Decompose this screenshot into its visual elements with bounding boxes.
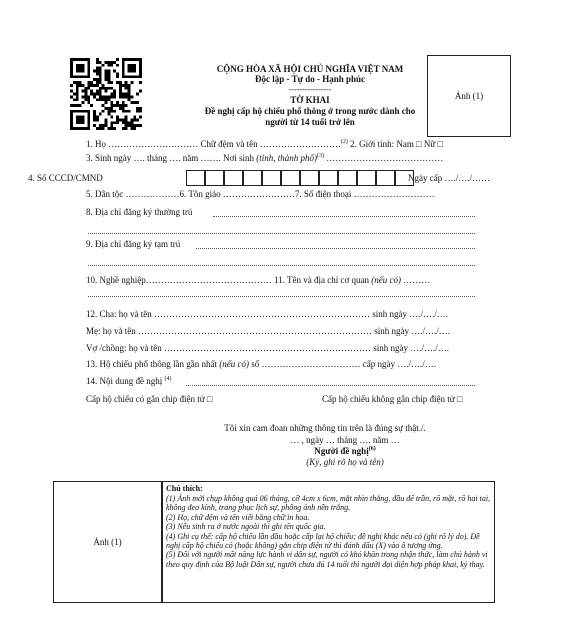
field-1-name[interactable]: 1. Họ ………………………… Chữ đệm và tên ………………………$^{(2)}$ 2. Giới tính: Nam □ Nữ □ bbox=[86, 139, 443, 149]
id-digit-cell[interactable] bbox=[186, 170, 205, 186]
id-digit-cell[interactable] bbox=[243, 170, 262, 186]
nation-heading: CỘNG HÒA XÃ HỘI CHỦ NGHĨA VIỆT NAM bbox=[216, 64, 404, 74]
notes-heading: Chú thích: bbox=[166, 484, 203, 493]
id-digit-cell[interactable] bbox=[300, 170, 319, 186]
field-3-birth[interactable]: 3. Sinh ngày …. tháng …. năm ……. Nơi sinh (tỉnh, thành phố)$^{(3)}$ ………………………………… bbox=[86, 153, 444, 163]
qr-code bbox=[70, 58, 142, 130]
signature-instruction: (Ký, ghi rõ họ và tên) bbox=[306, 457, 384, 467]
note-3: (3) Nếu sinh ra ở nước ngoài thì ghi tên quốc gia. bbox=[166, 522, 326, 532]
field-14-request-label: 14. Nội dung đề nghị $^{(4)}$ bbox=[86, 376, 172, 386]
field-4-issue-date[interactable]: Ngày cấp …./…./…… bbox=[408, 173, 490, 183]
note-1: (1) Ảnh mới chụp không quá 06 tháng, cỡ 4cm x 6cm, mặt nhìn thẳng, đầu để trần, rõ mặt, rõ hai tai, không đeo kính, trang phục lịch sự, phông ảnh nền trắng. bbox=[166, 494, 491, 513]
field-9-label: 9. Địa chỉ đăng ký tạm trú bbox=[86, 239, 181, 249]
form-title: TỜ KHAI bbox=[290, 95, 330, 105]
field-4-id-label: 4. Số CCCD/CMND bbox=[28, 173, 103, 183]
field-14-line[interactable] bbox=[186, 385, 475, 386]
declaration-commitment: Tôi xin cam đoan những thông tin trên là đúng sự thật./. bbox=[224, 423, 426, 433]
field-12-father[interactable]: 12. Cha: họ và tên ……………………………………………………………… sinh ngày …./…./…. bbox=[86, 309, 448, 319]
non-chip-passport-checkbox[interactable]: Cấp hộ chiếu không gắn chíp điện tử □ bbox=[322, 394, 463, 404]
motto: Độc lập - Tự do - Hạnh phúc bbox=[254, 74, 365, 84]
field-8-line-2[interactable] bbox=[88, 233, 475, 234]
photo-box-top-label: Ảnh (1) bbox=[454, 91, 484, 101]
header-divider: ---------------- bbox=[288, 85, 332, 94]
id-digit-cell[interactable] bbox=[224, 170, 243, 186]
field-5-7-ethnicity-religion-phone[interactable]: 5. Dân tộc ………………6. Tôn giáo ……………………7. Số điện thoại ……………………… bbox=[86, 189, 435, 199]
field-12-spouse[interactable]: Vợ /chồng: họ và tên …………………………………………………………… sinh ngày …./…./…. bbox=[86, 343, 449, 353]
field-9-line-2[interactable] bbox=[88, 265, 475, 266]
form-subtitle-1: Đề nghị cấp hộ chiếu phổ thông ở trong nước dành cho bbox=[204, 106, 416, 116]
note-4: (4) Ghi cụ thể: cấp hộ chiếu lần đầu hoặc cấp lại hộ chiếu; đề nghị khác nếu có (ghi rõ lý do). Đề nghị cấp hộ chiếu có (hoặc không) gắn chip điện tử thì đánh dấu (X) vào ô tương ứng. bbox=[166, 531, 480, 551]
id-digit-cell[interactable] bbox=[338, 170, 357, 186]
id-digit-cell[interactable] bbox=[376, 170, 395, 186]
id-digit-cell[interactable] bbox=[281, 170, 300, 186]
declaration-date[interactable]: … , ngày … tháng …. năm … bbox=[290, 435, 400, 445]
id-digit-cell[interactable] bbox=[357, 170, 376, 186]
photo-box-bottom-label: Ảnh (1) bbox=[93, 537, 122, 547]
field-13-previous-passport[interactable]: 13. Hộ chiếu phổ thông lần gần nhất (nếu có) số …………………………… cấp ngày …./…./…. bbox=[86, 359, 436, 369]
field-10-11-occupation-employer[interactable]: 10. Nghề nghiệp…………………………………… 11. Tên và địa chỉ cơ quan (nếu có) ……… bbox=[86, 275, 431, 285]
id-digit-cell[interactable] bbox=[262, 170, 281, 186]
requester-heading: Người đề nghị$^{(6)}$ bbox=[314, 446, 376, 456]
notes-box bbox=[162, 481, 495, 603]
chip-passport-checkbox[interactable]: Cấp hộ chiếu có gắn chíp điện tử □ bbox=[86, 394, 213, 404]
note-2: (2) Họ, chữ đệm và tên viết bằng chữ in hoa. bbox=[166, 512, 310, 522]
field-12-mother[interactable]: Mẹ: họ và tên …………………………………………………………………… sinh ngày …./…./…. bbox=[86, 326, 450, 336]
note-5: (5) Đối với người mất năng lực hành vi dân sự, người có khó khăn trong nhận thức, làm chủ hành vi theo quy định của Bộ luật Dân sự, người chưa đủ 14 tuổi thì người đại diện hợp pháp khai, ký thay. bbox=[166, 550, 488, 569]
field-8-label: 8. Địa chỉ đăng ký thường trú bbox=[86, 207, 193, 217]
id-digit-cell[interactable] bbox=[205, 170, 224, 186]
field-10-line[interactable] bbox=[88, 296, 475, 297]
field-8-line[interactable] bbox=[213, 216, 475, 217]
photo-box-top[interactable] bbox=[427, 55, 511, 137]
field-9-line[interactable] bbox=[196, 248, 475, 249]
form-subtitle-2: người từ 14 tuổi trở lên bbox=[265, 117, 355, 127]
photo-box-bottom[interactable] bbox=[53, 481, 162, 603]
id-digit-cell[interactable] bbox=[319, 170, 338, 186]
